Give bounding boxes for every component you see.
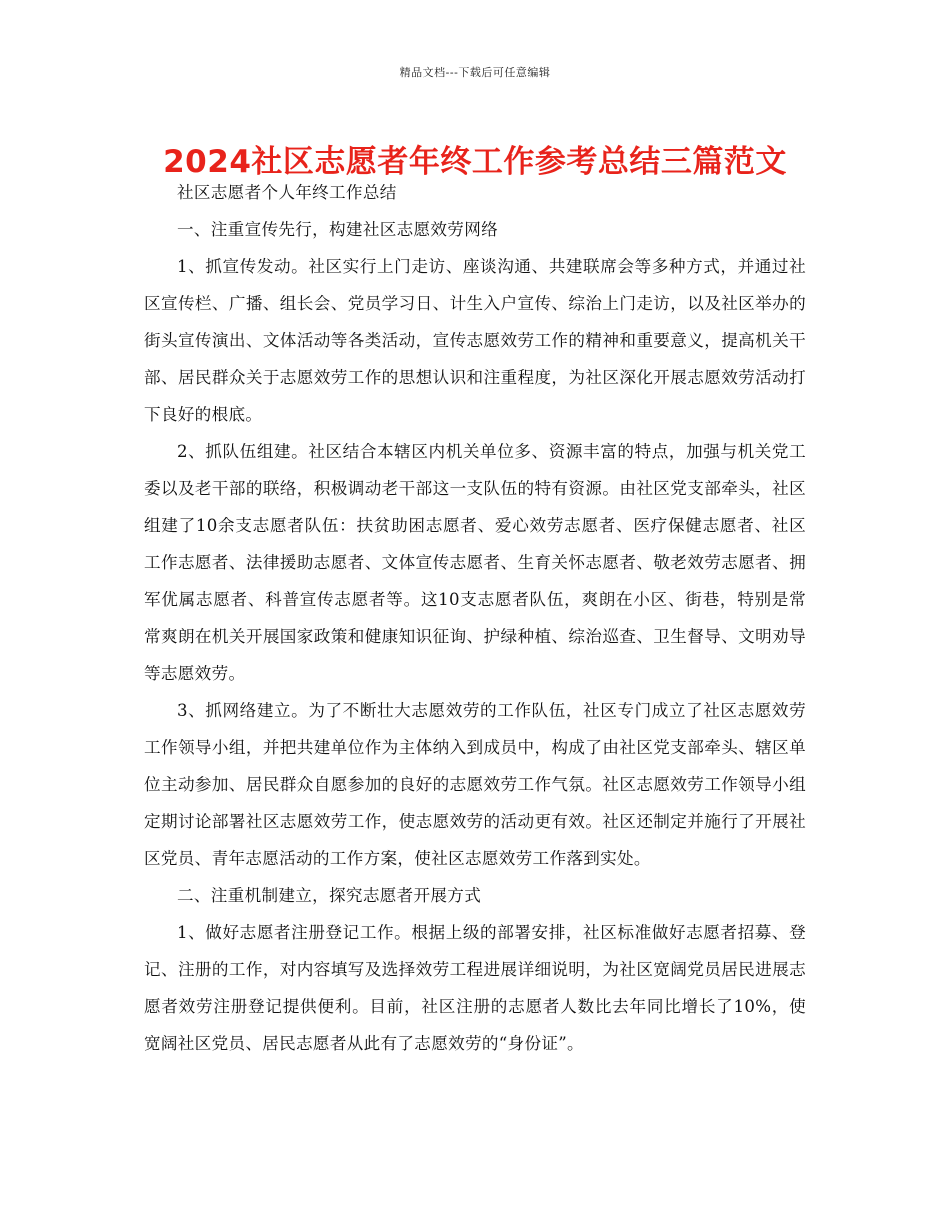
body-paragraph: 2、抓队伍组建。社区结合本辖区内机关单位多、资源丰富的特点，加强与机关党工委以及老干部的联络，积极调动老干部这一支队伍的特有资源。由社区党支部牵头，社区组建了10余支志愿者队伍：扶贫助困志愿者、爱心效劳志愿者、医疗保健志愿者、社区工作志愿者、法律援助志愿者、文体宣传志愿者、生育关怀志愿者、敬老效劳志愿者、拥军优属志愿者、科普宣传志愿者等。这10支志愿者队伍，爽朗在小区、街巷，特别是常常爽朗在机关开展国家政策和健康知识征询、护绿种植、综治巡查、卫生督导、文明劝导等志愿效劳。 <box>144 442 806 683</box>
body-paragraph: 3、抓网络建立。为了不断壮大志愿效劳的工作队伍，社区专门成立了社区志愿效劳工作领导小组，并把共建单位作为主体纳入到成员中，构成了由社区党支部牵头、辖区单位主动参加、居民群众自愿参加的良好的志愿效劳工作气氛。社区志愿效劳工作领导小组定期讨论部署社区志愿效劳工作，使志愿效劳的活动更有效。社区还制定并施行了开展社区党员、青年志愿活动的工作方案，使社区志愿效劳工作落到实处。 <box>144 701 806 868</box>
body-paragraph: 1、抓宣传发动。社区实行上门走访、座谈沟通、共建联席会等多种方式，并通过社区宣传栏、广播、组长会、党员学习日、计生入户宣传、综治上门走访，以及社区举办的街头宣传演出、文体活动等各类活动，宣传志愿效劳工作的精神和重要意义，提高机关干部、居民群众关于志愿效劳工作的思想认识和注重程度，为社区深化开展志愿效劳活动打下良好的根底。 <box>144 257 806 424</box>
body-paragraph: 1、做好志愿者注册登记工作。根据上级的部署安排，社区标准做好志愿者招募、登记、注册的工作，对内容填写及选择效劳工程进展详细说明，为社区宽阔党员居民进展志愿者效劳注册登记提供便利。目前，社区注册的志愿者人数比去年同比增长了10%，使宽阔社区党员、居民志愿者从此有了志愿效劳的“身份证”。 <box>144 923 806 1053</box>
subtitle-paragraph: 社区志愿者个人年终工作总结 <box>177 183 397 202</box>
page-header: 精品文档---下载后可任意编辑 <box>399 66 551 79</box>
document-title: 2024社区志愿者年终工作参考总结三篇范文 <box>163 144 787 180</box>
section-heading: 二、注重机制建立，探究志愿者开展方式 <box>177 886 482 905</box>
section-heading: 一、注重宣传先行，构建社区志愿效劳网络 <box>177 220 498 239</box>
document-body <box>144 174 806 1062</box>
